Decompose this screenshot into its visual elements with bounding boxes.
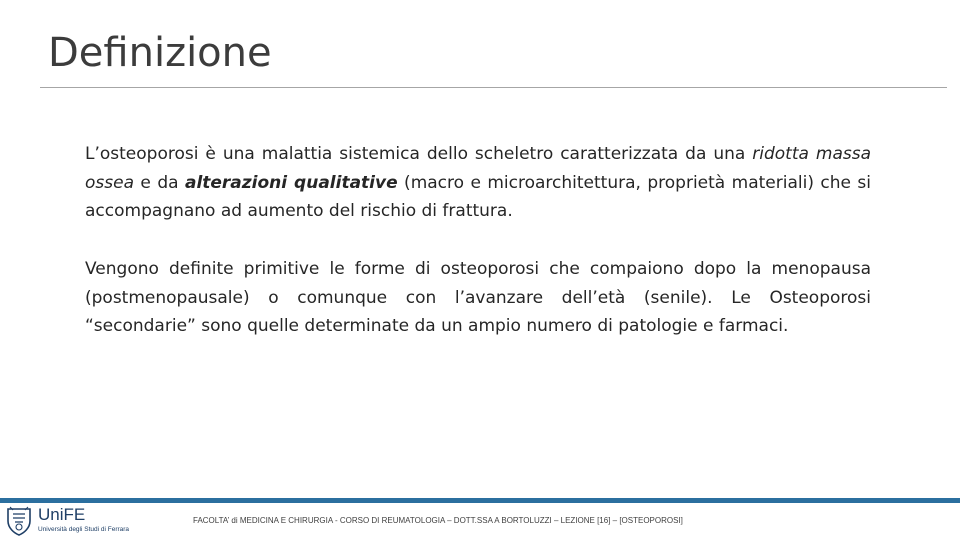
- slide-title: Definizione: [48, 30, 272, 76]
- classification-paragraph: Vengono definite primitive le forme di osteoporosi che compaiono dopo la menopausa (postmenopausale) o comunque con l’avanzare dell’età (senile). Le Osteoporosi “secondarie” sono quelle determinate da un ampio numero di patologie e farmaci.: [85, 259, 871, 336]
- logo-name: UniFE: [38, 505, 86, 524]
- definition-text-3: (macro e microarchitettura, proprietà materiali) che si accompagnano ad aumento del rischio di frattura.: [85, 172, 871, 221]
- definition-text-1: L’osteoporosi è una malattia sistemica dello scheletro caratterizzata da una: [85, 144, 753, 164]
- definition-paragraph: [85, 140, 871, 226]
- footer-bar: [0, 498, 960, 503]
- definition-emphasis-2: alterazioni qualitative: [184, 172, 398, 193]
- logo-subtitle: Università degli Studi di Ferrara: [38, 526, 130, 533]
- unife-logo: [4, 506, 144, 538]
- title-divider: [40, 87, 947, 88]
- definition-emphasis-1: ridotta massa ossea: [85, 144, 872, 193]
- university-crest-icon: [4, 506, 34, 536]
- footer-caption: FACOLTA’ di MEDICINA E CHIRURGIA - CORSO DI REUMATOLOGIA – DOTT.SSA A BORTOLUZZI – LEZIONE [16] – [OSTEOPOROSI]: [193, 516, 683, 525]
- definition-text-2: e da: [134, 172, 185, 193]
